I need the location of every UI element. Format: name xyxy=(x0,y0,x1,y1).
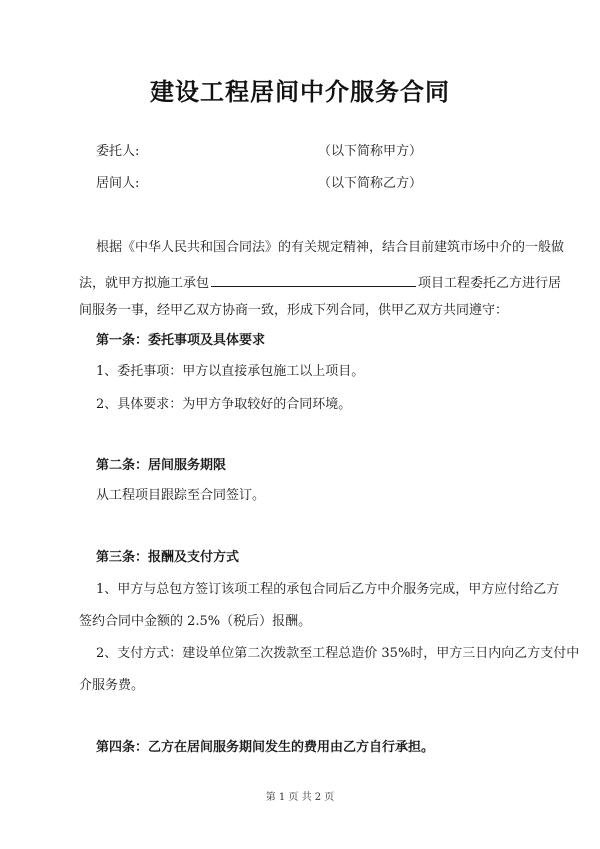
article3-item2-line2: 介服务费。 xyxy=(79,678,145,693)
document-title: 建设工程居间中介服务合同 xyxy=(150,77,450,106)
project-name-blank xyxy=(211,272,416,287)
page-number: 第 1 页 共 2 页 xyxy=(265,792,335,803)
intro-line-3: 间服务一事，经甲乙双方协商一致，形成下列合同，供甲乙双方共同遵守： xyxy=(79,303,509,318)
article2-heading: 第二条：居间服务期限 xyxy=(96,458,227,473)
article4-heading: 第四条：乙方在居间服务期间发生的费用由乙方自行承担。 xyxy=(96,740,435,755)
broker-label: 居间人: xyxy=(96,176,140,191)
article2-body: 从工程项目跟踪至合同签订。 xyxy=(96,488,266,503)
article1-item1: 1、委托事项：甲方以直接承包施工以上项目。 xyxy=(96,364,365,379)
article3-heading: 第三条：报酬及支付方式 xyxy=(96,550,240,565)
article3-item1-line1: 1、甲方与总包方签订该项工程的承包合同后乙方中介服务完成，甲方应付给乙方 xyxy=(96,582,560,597)
broker-note: （以下简称乙方） xyxy=(318,176,423,191)
article3-item1-line2: 签约合同中金额的 2.5%（税后）报酬。 xyxy=(79,614,312,629)
article1-heading: 第一条：委托事项及具体要求 xyxy=(96,333,266,348)
article1-item2: 2、具体要求：为甲方争取较好的合同环境。 xyxy=(96,397,352,412)
intro-line-2-end: 项目工程委托乙方进行居 xyxy=(418,276,562,291)
client-note: （以下简称甲方） xyxy=(318,144,423,159)
intro-line-2-start: 法，就甲方拟施工承包 xyxy=(79,276,210,291)
intro-line-1: 根据《中华人民共和国合同法》的有关规定精神，结合目前建筑市场中介的一般做 xyxy=(96,240,565,255)
intro-line-2 xyxy=(79,272,561,292)
client-label: 委托人: xyxy=(96,144,140,159)
article3-item2-line1: 2、支付方式：建设单位第二次拨款至工程总造价 35%时，甲方三日内向乙方支付中 xyxy=(96,646,580,661)
